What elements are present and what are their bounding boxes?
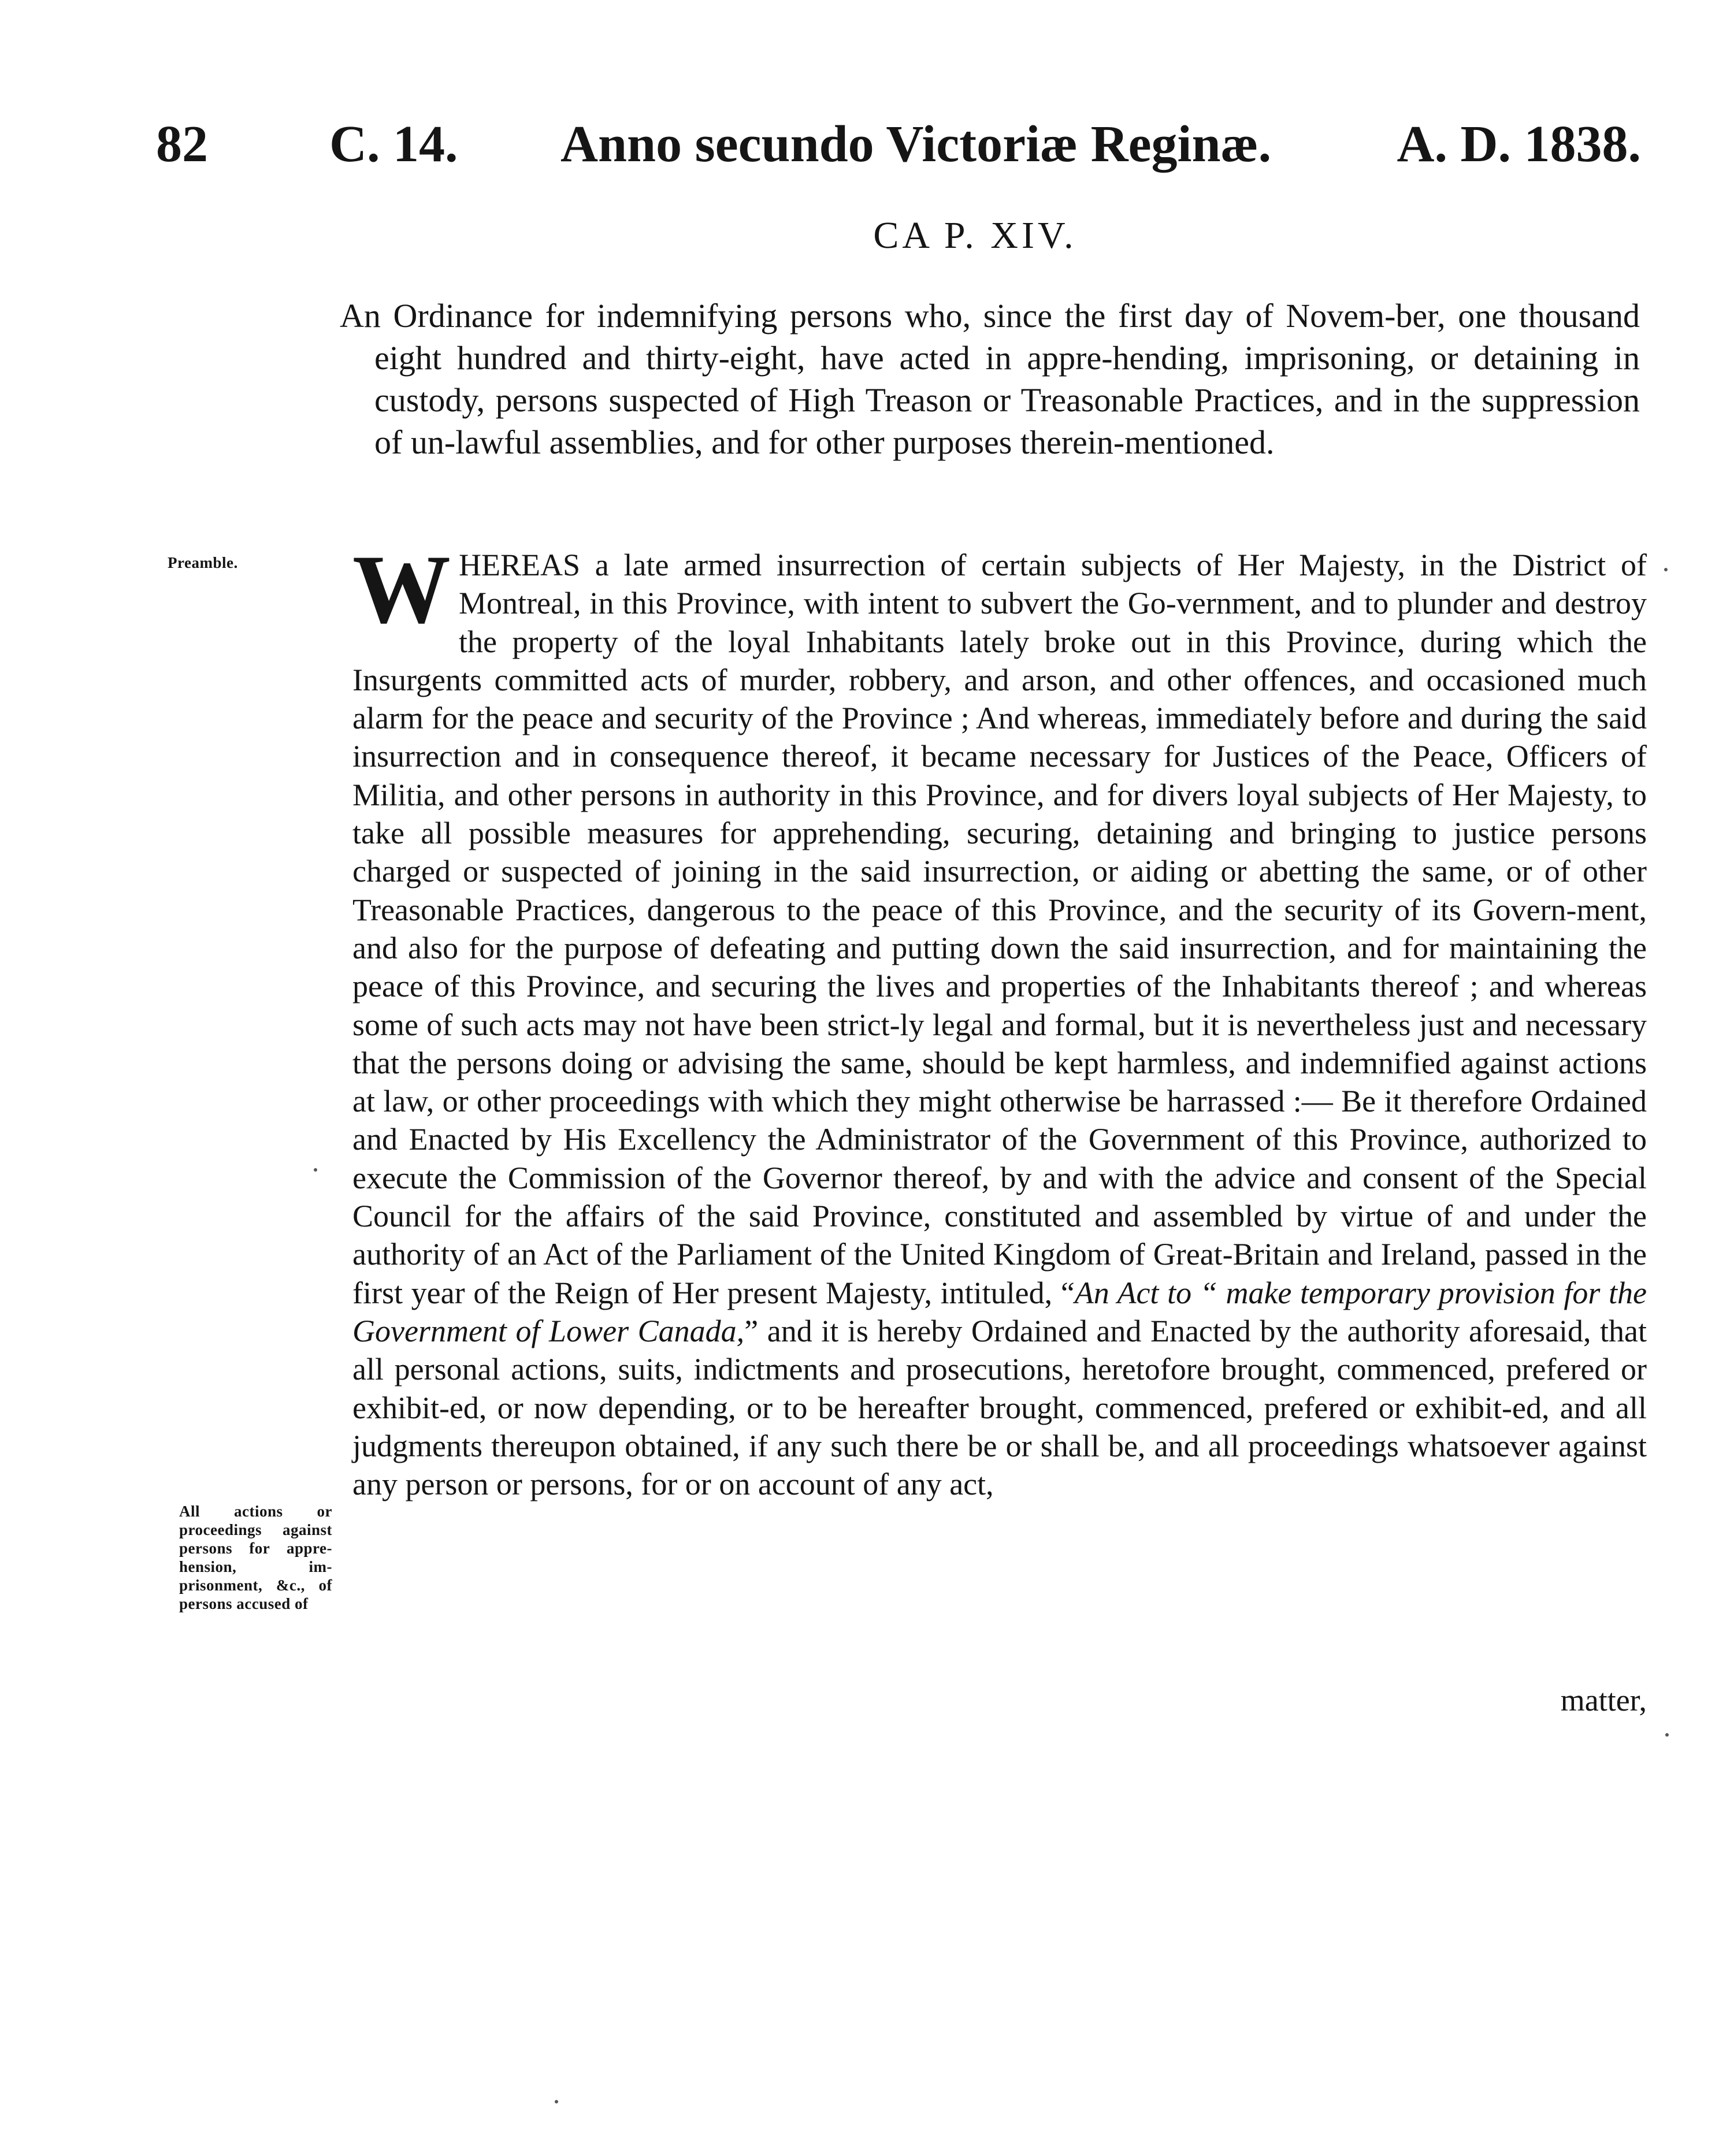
ordinance-long-title: An Ordinance for indemnifying persons who, since the first day of Novem-ber, one thousand eight hundred and thirty-eight, have acted in appre-hending, imprisoning, or detaining in custody, persons suspected of High Treason or Treasonable Practices, and in the suppression of un-lawful assemblies, and for other purposes therein-mentioned. (340, 297, 1640, 461)
stray-mark (314, 1168, 317, 1172)
margin-note-actions: All actions or proceedings against persons for appre-hension, im-prisonment, &c., of persons accused of (179, 1503, 332, 1612)
chapter-heading: CA P. XIV. (873, 214, 1077, 257)
page-number: 82 (156, 116, 208, 173)
running-header (156, 104, 1641, 185)
stray-mark (1665, 1733, 1669, 1737)
header-title: Anno secundo Victoriæ Reginæ. (560, 116, 1272, 173)
ordinance-body (352, 535, 1647, 1503)
chapter-number: C. 14. (329, 116, 458, 173)
stray-mark (1664, 568, 1668, 571)
stray-mark (555, 2100, 558, 2103)
catchword: matter, (1560, 1683, 1647, 1718)
body-text-part-1: HEREAS a late armed insurrection of certain subjects of Her Majesty, in the District of Montreal, in this Province, with intent to subvert the Go-vernment, and to plunder and destroy the property of the loyal Inhabitants lately broke out in this Province, during which the Insurgents committed acts of murder, robbery, and arson, and other offences, and occasioned much alarm for the peace and security of the Province ; And whereas, immediately before and during the said insurrection and in consequence thereof, it became necessary for Justices of the Peace, Officers of Militia, and other persons in authority in this Province, and for divers loyal subjects of Her Majesty, to take all possible measures for apprehending, securing, detaining and bringing to justice persons charged or suspected of joining in the said insurrection, or aiding or abetting the same, or of other Treasonable Practices, dangerous to the peace of this Province, and the security of its Govern-ment, and also for the purpose of defeating and putting down the said insurrection, and for maintaining the peace of this Province, and securing the lives and properties of the Inhabitants thereof ; and whereas some of such acts may not have been strict-ly legal and formal, but it is nevertheless just and necessary that the persons doing or advising the same, should be kept harmless, and indemnified against actions at law, or other proceedings with which they might otherwise be harrassed :— Be it therefore Ordained and Enacted by His Excellency the Administrator of the Government of this Province, authorized to execute the Commission of the Governor thereof, by and with the advice and consent of the Special Council for the affairs of the said Province, constituted and assembled by virtue of and under the authority of an Act of the Parliament of the United Kingdom of Great-Britain and Ireland, passed in the first year of the Reign of Her present Majesty, intituled, “ (352, 548, 1647, 1310)
body-text-part-2: ” and it is hereby Ordained and Enacted by the authority aforesaid, that all personal actions, suits, indictments and prosecutions, heretofore brought, commenced, prefered or exhibit-ed, or now depending, or to be hereafter brought, commenced, prefered or exhibit-ed, and all judgments thereupon obtained, if any such there be or shall be, and all proceedings whatsoever against any person or persons, for or on account of any act, (352, 1313, 1647, 1502)
margin-note-preamble: Preamble. (168, 554, 238, 571)
act-title-italic: An Act to “ make temporary provision for the Government of Lower Canada, (352, 1275, 1647, 1348)
drop-cap: W (352, 535, 451, 644)
header-year: A. D. 1838. (1397, 116, 1641, 173)
